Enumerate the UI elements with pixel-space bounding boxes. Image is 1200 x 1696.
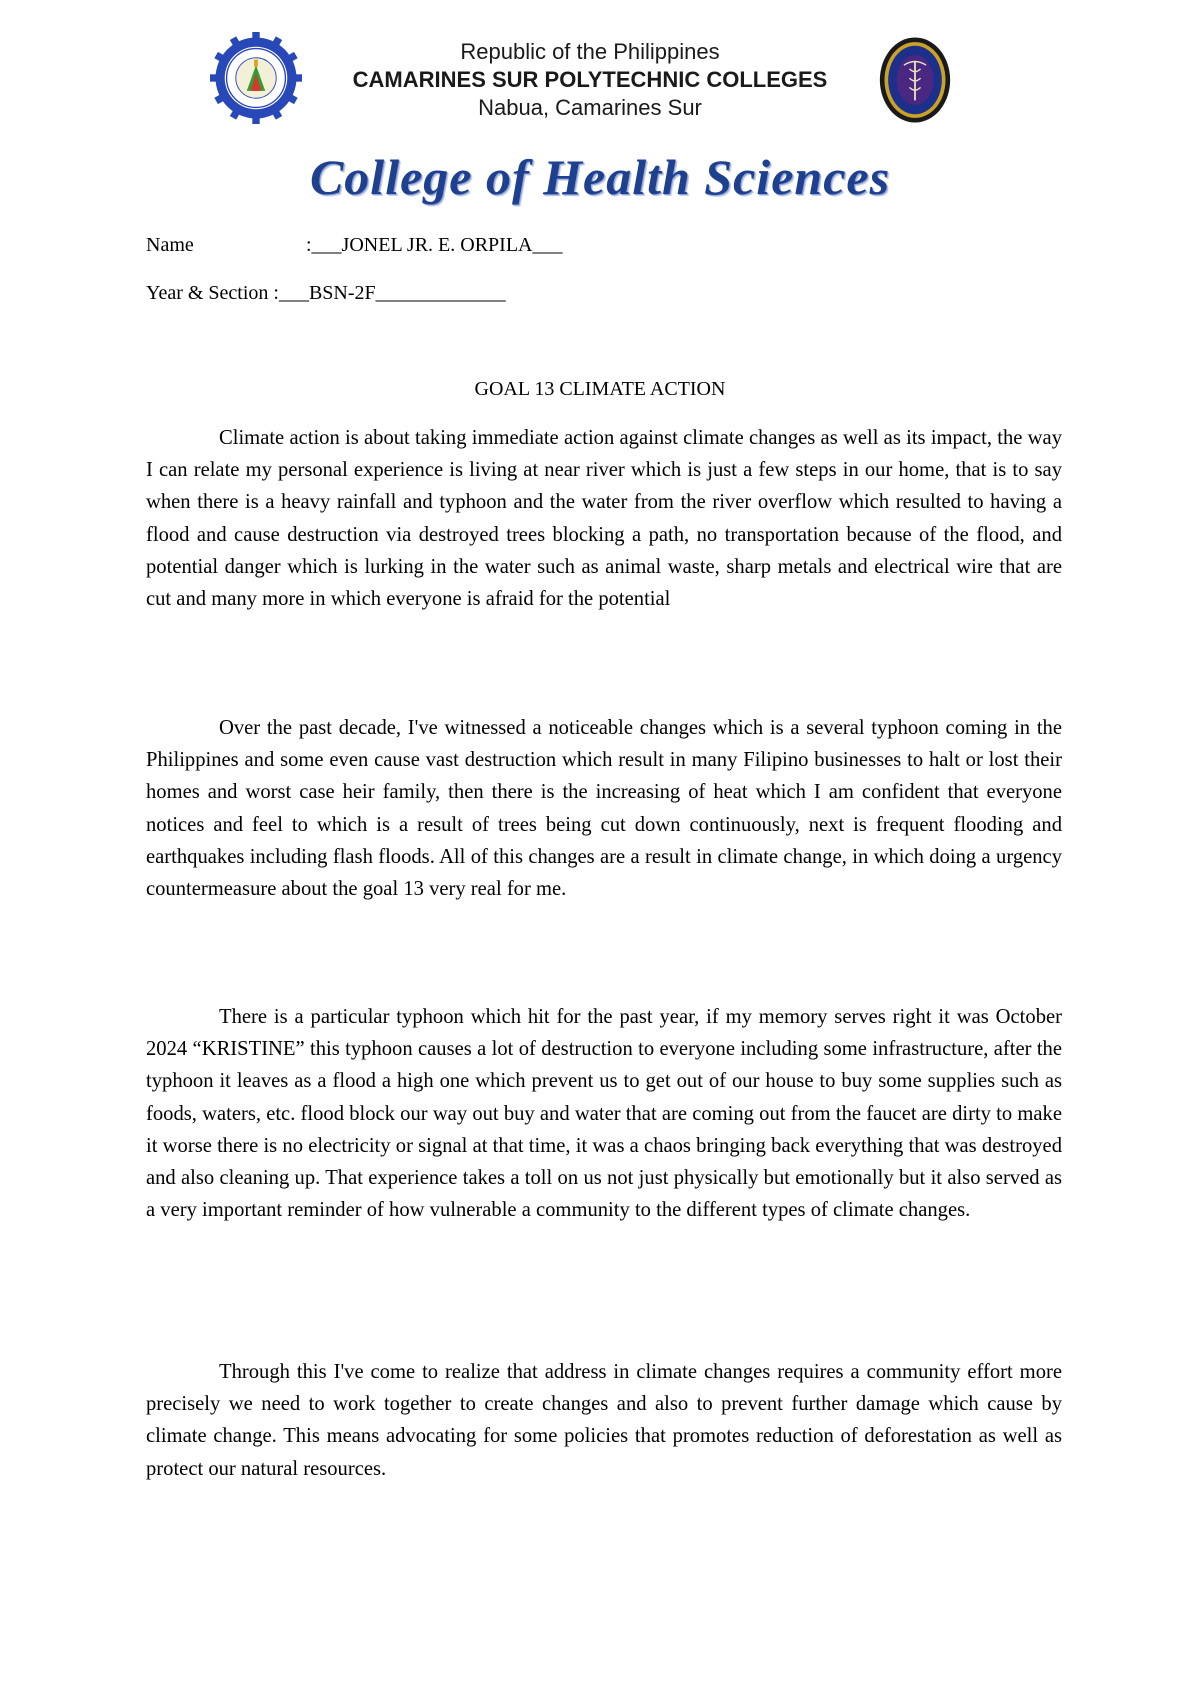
- paragraph: There is a particular typhoon which hit for the past year, if my memory serves right it was October 2024 “KRISTINE” this typhoon causes a lot of destruction to everyone including some infrastructure, after the typhoon it leaves as a flood a high one which prevent us to get out of our house to buy some supplies such as foods, waters, etc. flood block our way out buy and water that are coming out from the faucet are dirty to make it worse there is no electricity or signal at that time, it was a chaos bringing back everything that was destroyed and also cleaning up. That experience takes a toll on us not just physically but emotionally but it also served as a very important reminder of how vulnerable a community to the different types of climate changes.: [146, 1006, 1062, 1222]
- year-section-field: [146, 280, 506, 306]
- name-label: Name: [146, 234, 194, 256]
- letterhead: [210, 28, 960, 138]
- republic-line: Republic of the Philippines: [460, 39, 720, 64]
- document-title: GOAL 13 CLIMATE ACTION: [474, 378, 726, 400]
- year-section-value: :___BSN-2F_____________: [273, 282, 506, 304]
- year-section-label: Year & Section: [146, 282, 274, 304]
- cspc-seal-logo: [210, 32, 302, 124]
- college-title: College of Health Sciences: [309, 149, 891, 205]
- paragraph: Through this I've come to realize that address in climate changes requires a community effort more precisely we need to work together to create changes and also to prevent further damage which cause by climate change. This means advocating for some policies that promotes reduction of deforestation as well as protect our natural resources.: [146, 1361, 1062, 1480]
- paragraph: Over the past decade, I've witnessed a noticeable changes which is a several typhoon coming in the Philippines and some even cause vast destruction which result in many Filipino businesses to halt or lost their homes and worst case heir family, then there is the increasing of heat which I am confident that everyone notices and feel to which is a result of trees being cut down continuously, next is frequent flooding and earthquakes including flash floods. All of this changes are a result in climate change, in which doing a urgency countermeasure about the goal 13 very real for me.: [146, 717, 1062, 901]
- institution-name: CAMARINES SUR POLYTECHNIC COLLEGES: [352, 67, 828, 92]
- health-sciences-seal-logo: [878, 32, 952, 128]
- paragraph: Climate action is about taking immediate action against climate changes as well as its impact, the way I can relate my personal experience is living at near river which is just a few steps in our home, that is to say when there is a heavy rainfall and typhoon and the water from the river overflow which resulted to having a flood and cause destruction via destroyed trees blocking a path, no transportation because of the flood, and potential danger which is lurking in the water such as animal waste, sharp metals and electrical wire that are cut and many more in which everyone is afraid for the potential: [146, 427, 1062, 611]
- institution-heading: [320, 38, 860, 122]
- name-field: [146, 232, 562, 258]
- name-value: :___JONEL JR. E. ORPILA___: [306, 234, 563, 256]
- institution-location: Nabua, Camarines Sur: [478, 95, 702, 120]
